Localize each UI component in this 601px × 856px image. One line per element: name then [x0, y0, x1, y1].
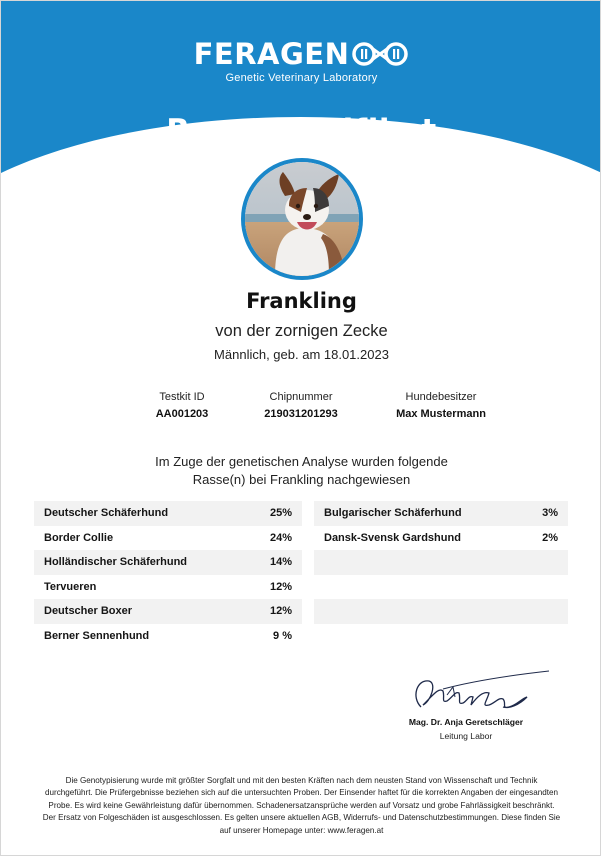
- breed-name: Bulgarischer Schäferhund: [324, 507, 462, 520]
- breed-percent: 12%: [269, 605, 292, 618]
- breed-percent: 24%: [269, 531, 292, 544]
- dog-image: [245, 162, 359, 276]
- breed-name: Berner Sennenhund: [44, 629, 150, 642]
- breed-list-left: [34, 501, 302, 648]
- dna-logo-icon: [351, 41, 409, 67]
- kennel-name: von der zornigen Zecke: [215, 322, 388, 340]
- meta-label: Chipnummer: [269, 391, 333, 403]
- breed-name: Deutscher Schäferhund: [44, 507, 169, 520]
- breed-row: [314, 501, 568, 526]
- breed-percent: 3%: [542, 507, 558, 520]
- breed-row: [314, 526, 568, 551]
- breed-row-empty: [314, 599, 568, 624]
- breed-percent: 14%: [269, 556, 292, 569]
- meta-chip: [221, 391, 381, 420]
- birth-info: Männlich, geb. am 18.01.2023: [214, 347, 389, 362]
- breed-row-empty: [314, 550, 568, 575]
- intro-text: [1, 453, 601, 489]
- certificate-title: Rassezertifikat: [166, 113, 437, 149]
- breed-row: [34, 575, 302, 600]
- breed-row-empty: [314, 575, 568, 600]
- signer-name: Mag. Dr. Anja Geretschläger: [408, 717, 524, 727]
- breed-name: Border Collie: [44, 531, 114, 544]
- brand-subtitle: Genetic Veterinary Laboratory: [225, 72, 378, 84]
- brand-logo: [1, 37, 601, 84]
- meta-value: 219031201293: [264, 408, 338, 420]
- breed-name: Deutscher Boxer: [44, 605, 133, 618]
- dog-photo: [241, 158, 363, 280]
- dog-name: Frankling: [246, 289, 357, 313]
- disclaimer-text: Die Genotypisierung wurde mit größter Sorgfalt und mit den besten Kräften nach dem neusten Stand von Wissenschaft und Technik durchgeführt. Die Prüfergebnisse beziehen sich auf die untersuchten Proben. Der Einsender haftet für die korrekten Angaben der eingesandten Probe. Es wird keine Gewährleistung dafür übernommen. Schadenersatzansprüche werden auf Vorsatz und grobe Fahrlässigkeit beschränkt. Der Ersatz von Folgeschäden ist ausgeschlossen. Es gelten unsere aktuellen AGB, Widerrufs- und Datenschutzbestimmungen. Diese finden Sie auf unserer Homepage unter: www.feragen.at: [42, 776, 561, 835]
- intro-line: Im Zuge der genetischen Analyse wurden folgende: [155, 454, 448, 469]
- breed-row: [34, 501, 302, 526]
- signature-image: [403, 667, 553, 715]
- meta-value: AA001203: [155, 408, 209, 420]
- breed-percent: 9 %: [273, 629, 292, 642]
- breed-name: Dansk-Svensk Gardshund: [324, 531, 461, 544]
- breed-row: [34, 624, 302, 649]
- breed-percent: 12%: [269, 580, 292, 593]
- intro-line: Rasse(n) bei Frankling nachgewiesen: [192, 472, 411, 487]
- breed-name: Tervueren: [44, 580, 97, 593]
- signer-role: Leitung Labor: [439, 731, 493, 741]
- breed-row: [34, 526, 302, 551]
- breed-row: [34, 550, 302, 575]
- breed-row: [34, 599, 302, 624]
- meta-label: Hundebesitzer: [405, 391, 477, 403]
- breed-percent: 25%: [269, 507, 292, 520]
- meta-label: Testkit ID: [159, 391, 205, 403]
- breed-percent: 2%: [542, 531, 558, 544]
- breed-list-right: [314, 501, 568, 624]
- meta-owner: [361, 391, 521, 420]
- breed-name: Holländischer Schäferhund: [44, 556, 188, 569]
- meta-value: Max Mustermann: [396, 408, 486, 420]
- brand-name: FERAGEN: [193, 37, 350, 71]
